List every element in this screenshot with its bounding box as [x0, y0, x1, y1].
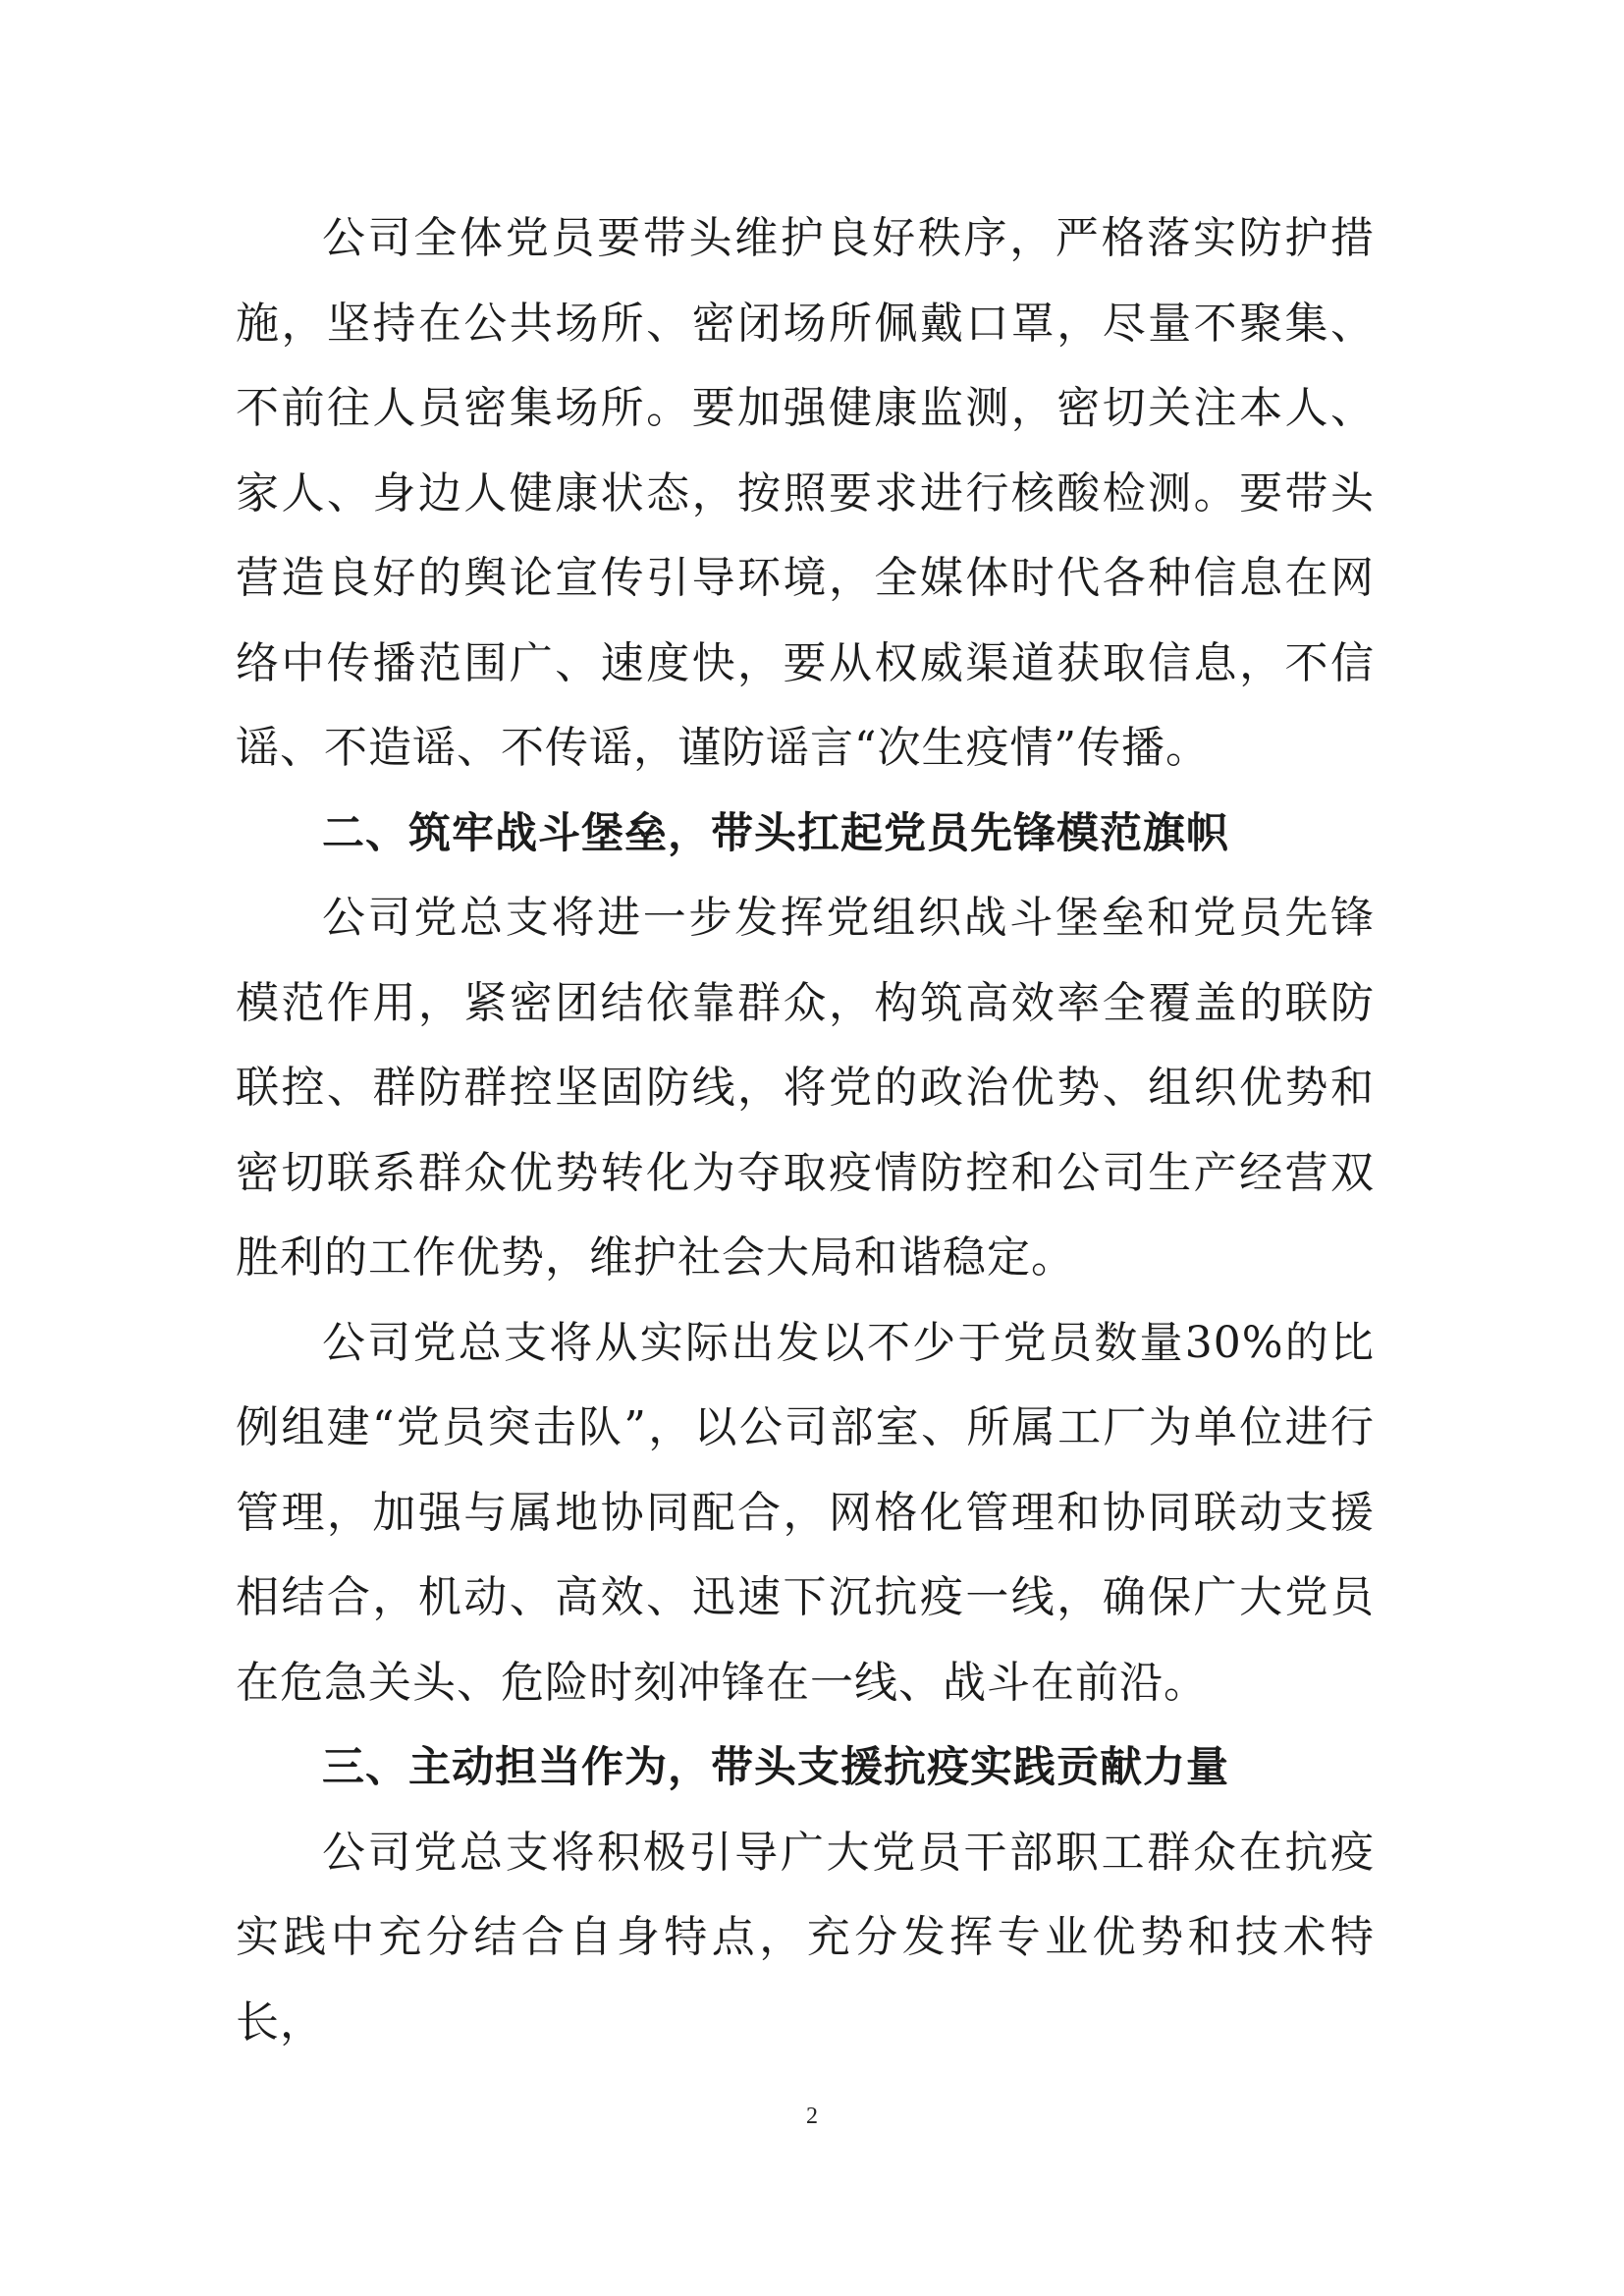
page-number: 2 — [806, 2104, 818, 2129]
section-heading-three: 三、主动担当作为，带头支援抗疫实践贡献力量 — [322, 1743, 1229, 1792]
paragraph-support-practice: 公司党总支将积极引导广大党员干部职工群众在抗疫实践中充分结合自身特点，充分发挥专业优势和技术特长， — [236, 1827, 1375, 2048]
paragraph-party-branch-role: 公司党总支将进一步发挥党组织战斗堡垒和党员先锋模范作用，紧密团结依靠群众，构筑高效率全覆盖的联防联控、群防群控坚固防线，将党的政治优势、组织优势和密切联系群众优势转化为夺取疫情防控和公司生产经营双胜利的工作优势，维护社会大局和谐稳定。 — [236, 893, 1375, 1283]
document-body — [236, 196, 1375, 2065]
paragraph-commando-team: 公司党总支将从实际出发以不少于党员数量30%的比例组建“党员突击队”，以公司部室、所属工厂为单位进行管理，加强与属地协同配合，网格化管理和协同联动支援相结合，机动、高效、迅速下沉抗疫一线，确保广大党员在危急关头、危险时刻冲锋在一线、战斗在前沿。 — [236, 1317, 1375, 1708]
section-heading-two: 二、筑牢战斗堡垒，带头扛起党员先锋模范旗帜 — [322, 808, 1229, 858]
paragraph-party-member-conduct: 公司全体党员要带头维护良好秩序，严格落实防护措施，坚持在公共场所、密闭场所佩戴口罩，尽量不聚集、不前往人员密集场所。要加强健康监测，密切关注本人、家人、身边人健康状态，按照要求进行核酸检测。要带头营造良好的舆论宣传引导环境，全媒体时代各种信息在网络中传播范围广、速度快，要从权威渠道获取信息，不信谣、不造谣、不传谣，谨防谣言“次生疫情”传播。 — [236, 213, 1375, 773]
